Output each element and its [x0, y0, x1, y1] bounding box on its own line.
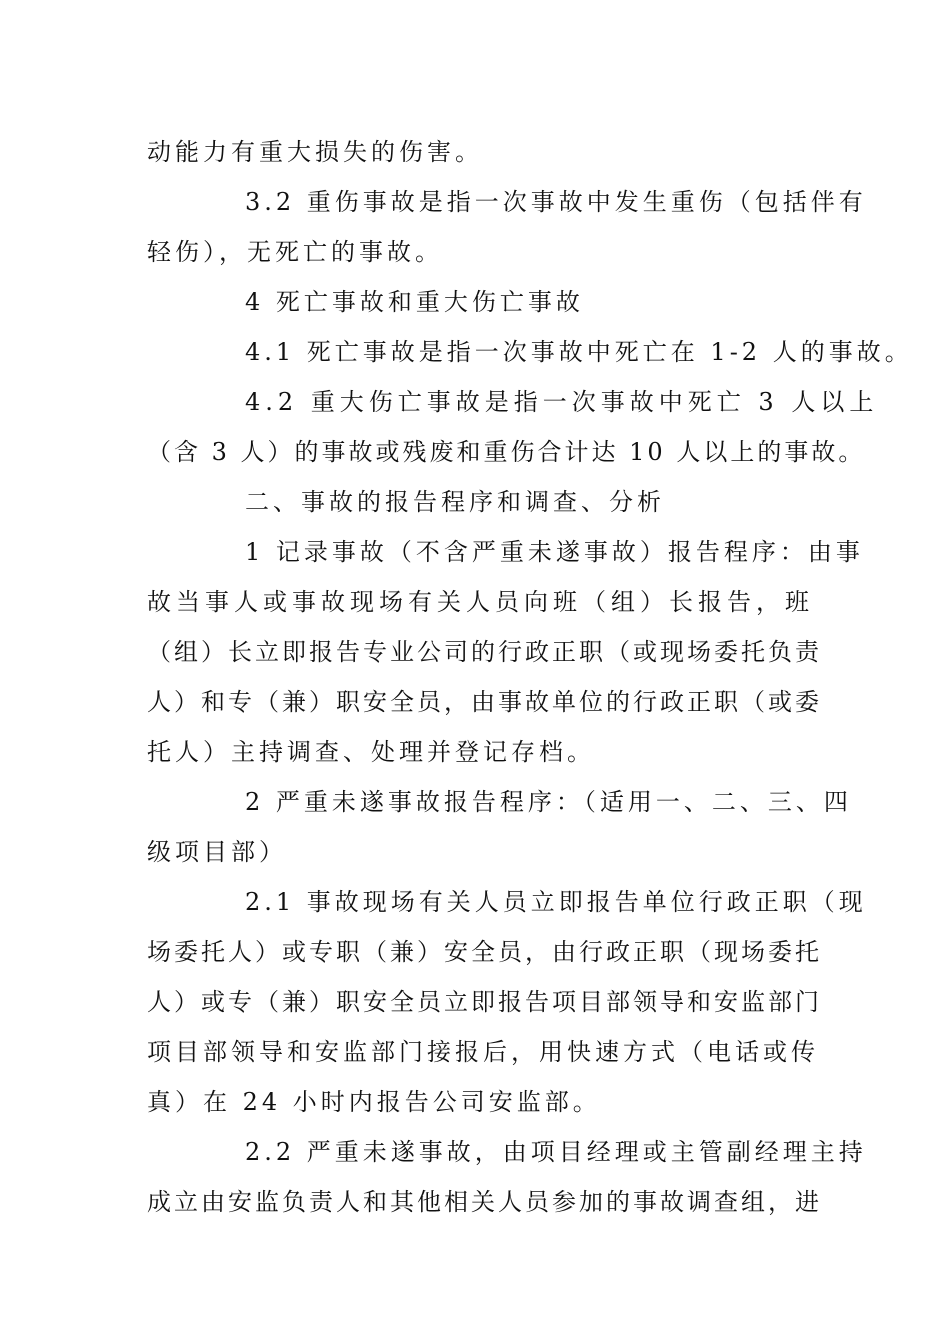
text-line: 成立由安监负责人和其他相关人员参加的事故调查组，进: [147, 1188, 822, 1216]
text-line: 轻伤），无死亡的事故。: [147, 238, 443, 266]
text-line: 动能力有重大损失的伤害。: [147, 138, 483, 166]
text-line: 人）或专（兼）职安全员立即报告项目部领导和安监部门: [147, 988, 822, 1016]
text-line: 4.2 重大伤亡事故是指一次事故中死亡 3 人以上: [245, 388, 879, 416]
text-line: 托人）主持调查、处理并登记存档。: [147, 738, 595, 766]
text-line: 级项目部）: [147, 838, 287, 866]
text-line: （含 3 人）的事故或残废和重伤合计达 10 人以上的事故。: [147, 438, 866, 466]
text-line: 场委托人）或专职（兼）安全员，由行政正职（现场委托: [147, 938, 822, 966]
text-line: 项目部领导和安监部门接报后，用快速方式（电话或传: [147, 1038, 819, 1066]
text-line: 1 记录事故（不含严重未遂事故）报告程序：由事: [245, 538, 864, 566]
section-heading: 4 死亡事故和重大伤亡事故: [245, 288, 584, 316]
text-line: 2.1 事故现场有关人员立即报告单位行政正职（现: [245, 888, 867, 916]
text-line: 4.1 死亡事故是指一次事故中死亡在 1-2 人的事故。: [245, 338, 913, 366]
text-line: 2 严重未遂事故报告程序：（适用一、二、三、四: [245, 788, 852, 816]
section-heading: 二、事故的报告程序和调查、分析: [245, 488, 665, 516]
text-line: （组）长立即报告专业公司的行政正职（或现场委托负责: [147, 638, 822, 666]
text-line: 故当事人或事故现场有关人员向班（组）长报告，班: [147, 588, 814, 616]
text-line: 人）和专（兼）职安全员，由事故单位的行政正职（或委: [147, 688, 822, 716]
text-line: 3.2 重伤事故是指一次事故中发生重伤（包括伴有: [245, 188, 867, 216]
text-line: 2.2 严重未遂事故，由项目经理或主管副经理主持: [245, 1138, 867, 1166]
text-line: 真）在 24 小时内报告公司安监部。: [147, 1088, 601, 1116]
